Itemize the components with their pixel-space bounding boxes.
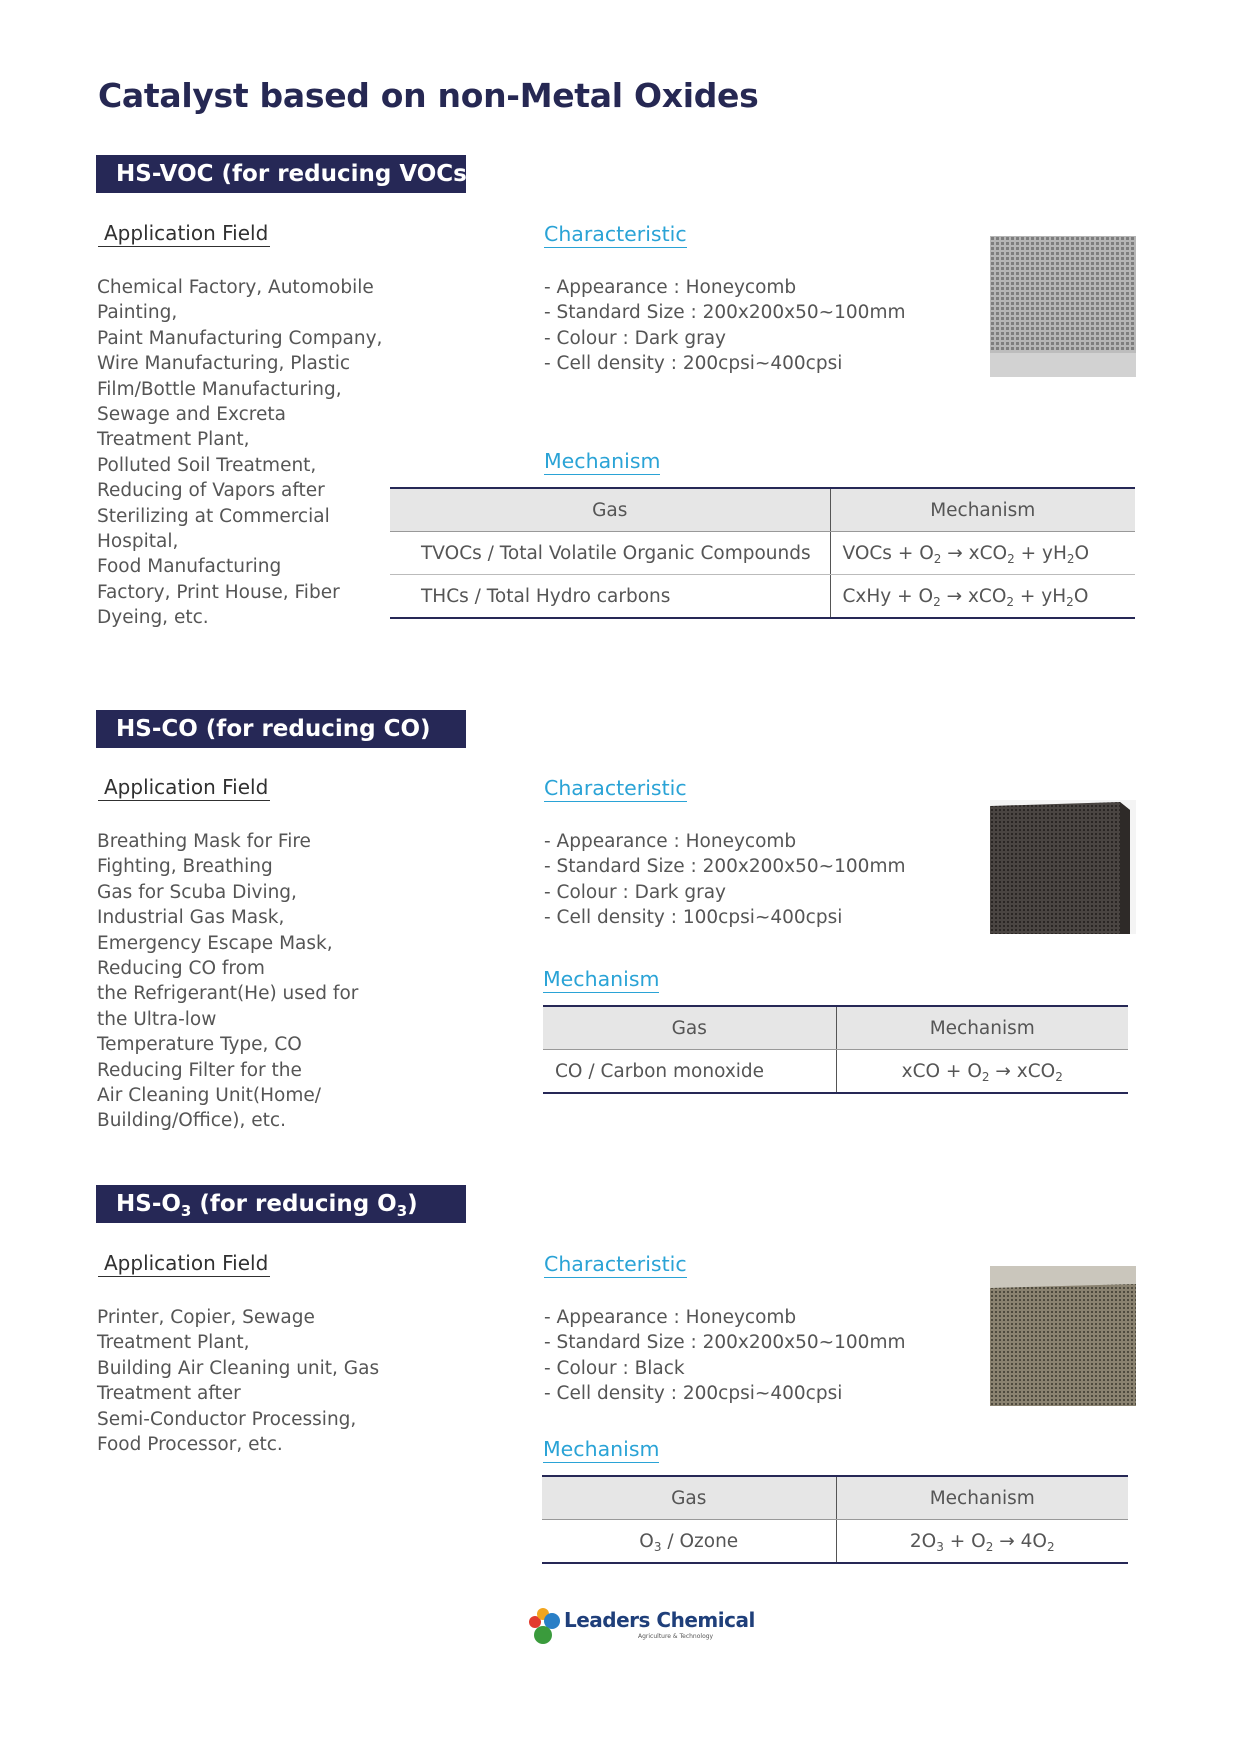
gas-cell: THCs / Total Hydro carbons	[390, 575, 830, 619]
honeycomb-black-image	[990, 1266, 1136, 1406]
mechanism-cell: xCO + $O_2 \to xCO_2$	[836, 1050, 1128, 1094]
characteristic-heading: Characteristic	[544, 776, 687, 800]
characteristic-colour: - Colour : Black	[544, 1357, 685, 1379]
characteristic-cell-density: - Cell density : 200cpsi~400cpsi	[544, 1383, 843, 1405]
characteristic-appearance: - Appearance : Honeycomb	[544, 1307, 797, 1328]
characteristic-list	[544, 1305, 905, 1407]
honeycomb-catalyst-photo	[990, 1266, 1136, 1406]
mechanism-table	[543, 1005, 1128, 1094]
page-title: Catalyst based on non-Metal Oxides	[98, 76, 759, 115]
logo-text: Leaders Chemical	[564, 1608, 755, 1632]
application-field-text: Chemical Factory, Automobile Painting, Paint Manufacturing Company, Wire Manufacturing, Plastic Film/Bottle Manufacturing, Sewage and Excreta Treatment Plant, Polluted Soil Treatment, Reducing of Vapors after Sterilizing at Commercial Hospital, Food Manufacturing Factory, Print House, Fiber Dyeing, etc.	[97, 277, 383, 629]
mechanism-cell: VOCs + $O_2 \to xCO_2 + yH_2O$	[830, 532, 1135, 575]
company-logo	[526, 1604, 755, 1648]
table-row	[542, 1520, 1128, 1564]
table-header-gas: Gas	[390, 488, 830, 532]
application-field-heading: Application Field	[98, 221, 270, 247]
application-field-heading: Application Field	[98, 1251, 270, 1277]
section-banner-hs-o3: $HS-O_3$ (for reducing $O_3$)	[96, 1185, 466, 1223]
characteristic-heading: Characteristic	[544, 222, 687, 246]
leaders-chemical-logo-icon	[526, 1604, 564, 1648]
honeycomb-gray-image	[990, 236, 1136, 377]
table-header-mechanism: Mechanism	[836, 1006, 1128, 1050]
characteristic-colour: - Colour : Dark gray	[544, 327, 726, 349]
table-row	[390, 532, 1135, 575]
mechanism-cell: CxHy + $O_2 \to xCO_2 + yH_2O$	[830, 575, 1135, 619]
section-banner-hs-voc: HS-VOC (for reducing VOCs)	[96, 155, 466, 193]
characteristic-colour: - Colour : Dark gray	[544, 881, 726, 903]
characteristic-list	[544, 275, 905, 377]
application-field-text: Printer, Copier, Sewage Treatment Plant, Building Air Cleaning unit, Gas Treatment after Semi-Conductor Processing, Food Processor, etc.	[97, 1307, 380, 1456]
characteristic-cell-density: - Cell density : 100cpsi~400cpsi	[544, 907, 843, 929]
gas-cell: CO / Carbon monoxide	[543, 1050, 836, 1094]
table-row	[390, 575, 1135, 619]
characteristic-size: - Standard Size : 200x200x50~100mm	[544, 302, 906, 324]
application-field-heading: Application Field	[98, 775, 270, 801]
mechanism-heading: Mechanism	[543, 967, 660, 991]
table-header-mechanism: Mechanism	[836, 1476, 1128, 1520]
characteristic-size: - Standard Size : 200x200x50~100mm	[544, 1332, 906, 1354]
application-field-text: Breathing Mask for Fire Fighting, Breathing Gas for Scuba Diving, Industrial Gas Mask, Emergency Escape Mask, Reducing CO from the Refrigerant(He) used for the Ultra-low Temperature Type, CO Reducing Filter for the Air Cleaning Unit(Home/ Building/Office), etc.	[97, 831, 359, 1132]
mechanism-cell: $2O_3 + O_2 \to 4O_2$	[836, 1520, 1128, 1564]
mechanism-heading: Mechanism	[543, 1437, 660, 1461]
table-header-gas: Gas	[543, 1006, 836, 1050]
characteristic-size: - Standard Size : 200x200x50~100mm	[544, 856, 906, 878]
table-row	[543, 1050, 1128, 1094]
section-banner-hs-co: HS-CO (for reducing CO)	[96, 710, 466, 748]
logo-subtext: Agriculture & Technology	[638, 1633, 714, 1640]
honeycomb-catalyst-photo	[990, 236, 1136, 377]
characteristic-list	[544, 829, 905, 931]
gas-cell: $O_3$ / Ozone	[542, 1520, 836, 1564]
table-header-mechanism: Mechanism	[830, 488, 1135, 532]
mechanism-table	[542, 1475, 1128, 1564]
table-header-gas: Gas	[542, 1476, 836, 1520]
honeycomb-catalyst-photo	[990, 800, 1136, 934]
honeycomb-dark-image	[990, 800, 1136, 934]
characteristic-cell-density: - Cell density : 200cpsi~400cpsi	[544, 353, 843, 375]
characteristic-appearance: - Appearance : Honeycomb	[544, 831, 797, 852]
characteristic-heading: Characteristic	[544, 1252, 687, 1276]
characteristic-appearance: - Appearance : Honeycomb	[544, 277, 797, 298]
mechanism-heading: Mechanism	[544, 449, 661, 473]
gas-cell: TVOCs / Total Volatile Organic Compounds	[390, 532, 830, 575]
mechanism-table	[390, 487, 1135, 619]
